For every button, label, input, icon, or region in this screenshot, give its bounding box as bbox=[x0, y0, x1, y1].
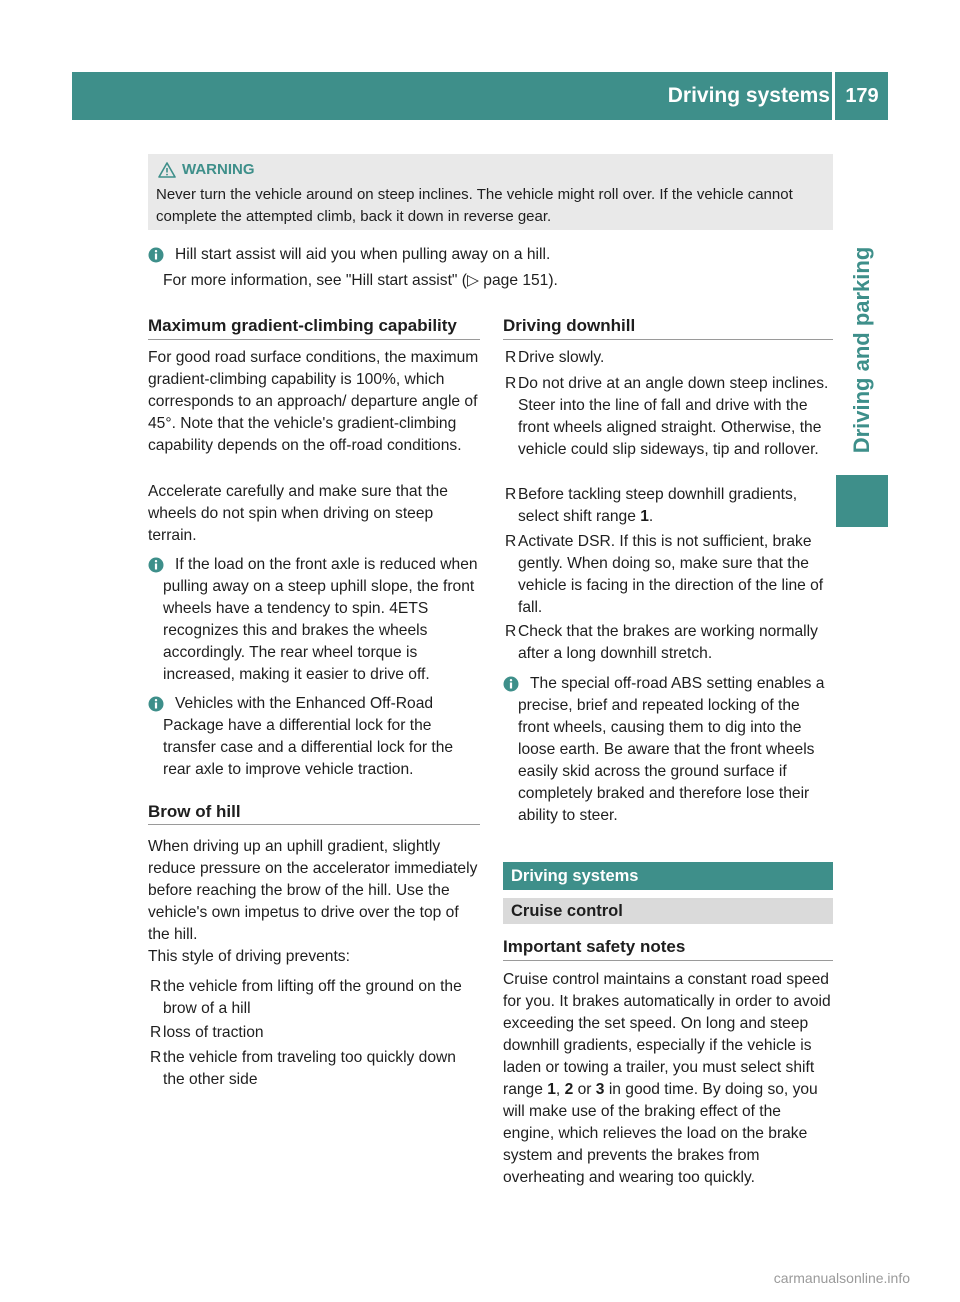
heading-important-safety-notes: Important safety notes bbox=[503, 937, 686, 956]
list-item bbox=[150, 976, 481, 1020]
list-item-text bbox=[518, 484, 836, 528]
list-item bbox=[505, 373, 835, 461]
abs-setting-note: The special off-road ABS setting enables a precise, brief and repeated locking of the front wheels, causing them to dig into the loose earth. Be aware that the front wheels easily skid across the ground surface if completely braked and therefore lose their ability to steer. bbox=[518, 675, 825, 824]
shift-range-value: 3 bbox=[595, 1081, 605, 1098]
chapter-tab-label: Driving and parking bbox=[849, 246, 874, 454]
bullet-text: . bbox=[648, 508, 654, 525]
max-gradient-paragraph-1: For good road surface conditions, the maximum gradient-climbing capability is 100%, which corresponds to an approach/ departure angle of 45°. Note that the vehicle's gradient-climbing capability depends on the off-road conditions. bbox=[148, 349, 479, 454]
running-header-title: Driving systems bbox=[667, 84, 830, 107]
heading-brow-of-hill: Brow of hill bbox=[148, 802, 241, 821]
info-icon bbox=[503, 676, 519, 692]
info-icon bbox=[148, 696, 164, 712]
hill-start-reference bbox=[163, 270, 813, 292]
shift-range-value: 2 bbox=[564, 1081, 574, 1098]
subsection-bar-cruise-control bbox=[503, 898, 833, 924]
paragraph-text: or bbox=[573, 1081, 596, 1098]
page-arrow-icon: ▷ bbox=[466, 272, 484, 289]
list-item-text: Do not drive at an angle down steep inclines. Steer into the line of fall and drive with the front wheels aligned straight. Otherwise, the vehicle could slip sideways, tip and rollover. bbox=[518, 375, 829, 458]
list-item bbox=[505, 621, 835, 665]
hill-start-note: Hill start assist will aid you when pulling away on a hill. bbox=[175, 246, 551, 263]
list-item-text: the vehicle from traveling too quickly down the other side bbox=[163, 1049, 456, 1088]
brow-paragraph-2: This style of driving prevents: bbox=[148, 948, 350, 965]
list-item-text: loss of traction bbox=[163, 1024, 264, 1041]
bullet-marker: R bbox=[505, 533, 517, 550]
heading-rule bbox=[503, 960, 833, 961]
chapter-side-tab bbox=[836, 246, 888, 454]
max-gradient-paragraph-2: Accelerate carefully and make sure that the wheels do not spin when driving on steep terrain. bbox=[148, 483, 448, 544]
header-bar bbox=[72, 72, 888, 120]
warning-text: Never turn the vehicle around on steep inclines. The vehicle might roll over. If the vehicle cannot complete the attempted climb, back it down in reverse gear. bbox=[156, 186, 793, 225]
warning-triangle-icon bbox=[158, 162, 176, 178]
list-item-text: the vehicle from lifting off the ground on the brow of a hill bbox=[163, 978, 462, 1017]
bullet-marker: R bbox=[150, 978, 162, 995]
header-divider bbox=[832, 72, 835, 120]
warning-title: WARNING bbox=[182, 161, 255, 178]
section-title: Driving systems bbox=[511, 867, 639, 885]
list-item-text: Drive slowly. bbox=[518, 349, 605, 366]
list-item-text: Check that the brakes are working normally after a long downhill stretch. bbox=[518, 623, 818, 662]
paragraph-text: in good time. By doing so, you will make use of the braking effect of the engine, which relieves the load on the brake system and prevents the brakes from overheating and wearing too quickly. bbox=[503, 1081, 818, 1186]
differential-lock-note: Vehicles with the Enhanced Off-Road Package have a differential lock for the transfer case and a differential lock for the rear axle to improve vehicle traction. bbox=[163, 695, 454, 778]
bullet-marker: R bbox=[505, 375, 517, 392]
heading-rule bbox=[148, 339, 480, 340]
bullet-marker: R bbox=[505, 486, 517, 503]
shift-range-value: 1 bbox=[640, 508, 649, 525]
bullet-marker: R bbox=[150, 1049, 162, 1066]
paragraph-text: , bbox=[555, 1081, 565, 1098]
paragraph-text: Cruise control maintains a constant road speed for you. It brakes automatically in order to avoid exceeding the set speed. On long and steep downhill gradients, especially if the vehicle is laden or towing a trailer, you must select shift range bbox=[503, 971, 831, 1098]
cruise-control-paragraph bbox=[503, 969, 833, 1189]
section-bar-driving-systems bbox=[503, 862, 833, 890]
list-item bbox=[150, 1022, 481, 1044]
page-reference-link[interactable]: page 151 bbox=[483, 272, 549, 289]
reference-suffix: ). bbox=[548, 272, 558, 289]
heading-driving-downhill: Driving downhill bbox=[503, 316, 636, 335]
page-number: 179 bbox=[845, 85, 879, 107]
bullet-marker: R bbox=[505, 623, 517, 640]
list-item bbox=[150, 1047, 481, 1091]
subsection-title: Cruise control bbox=[511, 902, 623, 920]
front-axle-note: If the load on the front axle is reduced when pulling away on a steep uphill slope, the front wheels have a tendency to spin. 4ETS recognizes this and brakes the wheels accordingly. The rear wheel torque is increased, making it easier to drive off. bbox=[163, 556, 478, 683]
bullet-marker: R bbox=[505, 349, 517, 366]
shift-range-value: 1 bbox=[547, 1081, 556, 1098]
watermark: carmanualsonline.info bbox=[773, 1270, 910, 1286]
warning-box bbox=[148, 154, 833, 230]
heading-rule bbox=[503, 339, 833, 340]
bullet-text: Before tackling steep downhill gradients, select shift range bbox=[518, 486, 798, 525]
list-item bbox=[505, 347, 835, 369]
reference-prefix: For more information, see "Hill start assist" ( bbox=[163, 272, 467, 289]
list-item-text: Activate DSR. If this is not sufficient, brake gently. When doing so, make sure that the vehicle is facing in the direction of the line of fall. bbox=[518, 533, 824, 616]
info-icon bbox=[148, 247, 164, 263]
bullet-marker: R bbox=[150, 1024, 162, 1041]
info-icon bbox=[148, 557, 164, 573]
heading-max-gradient: Maximum gradient-climbing capability bbox=[148, 316, 457, 335]
chapter-thumb-marker bbox=[836, 475, 888, 527]
heading-rule bbox=[148, 824, 480, 825]
list-item bbox=[505, 531, 835, 619]
brow-paragraph-1: When driving up an uphill gradient, slightly reduce pressure on the accelerator immediately before reaching the brow of the hill. Use the vehicle's own impetus to drive over the top of the hill. bbox=[148, 838, 478, 943]
list-item bbox=[505, 484, 835, 528]
